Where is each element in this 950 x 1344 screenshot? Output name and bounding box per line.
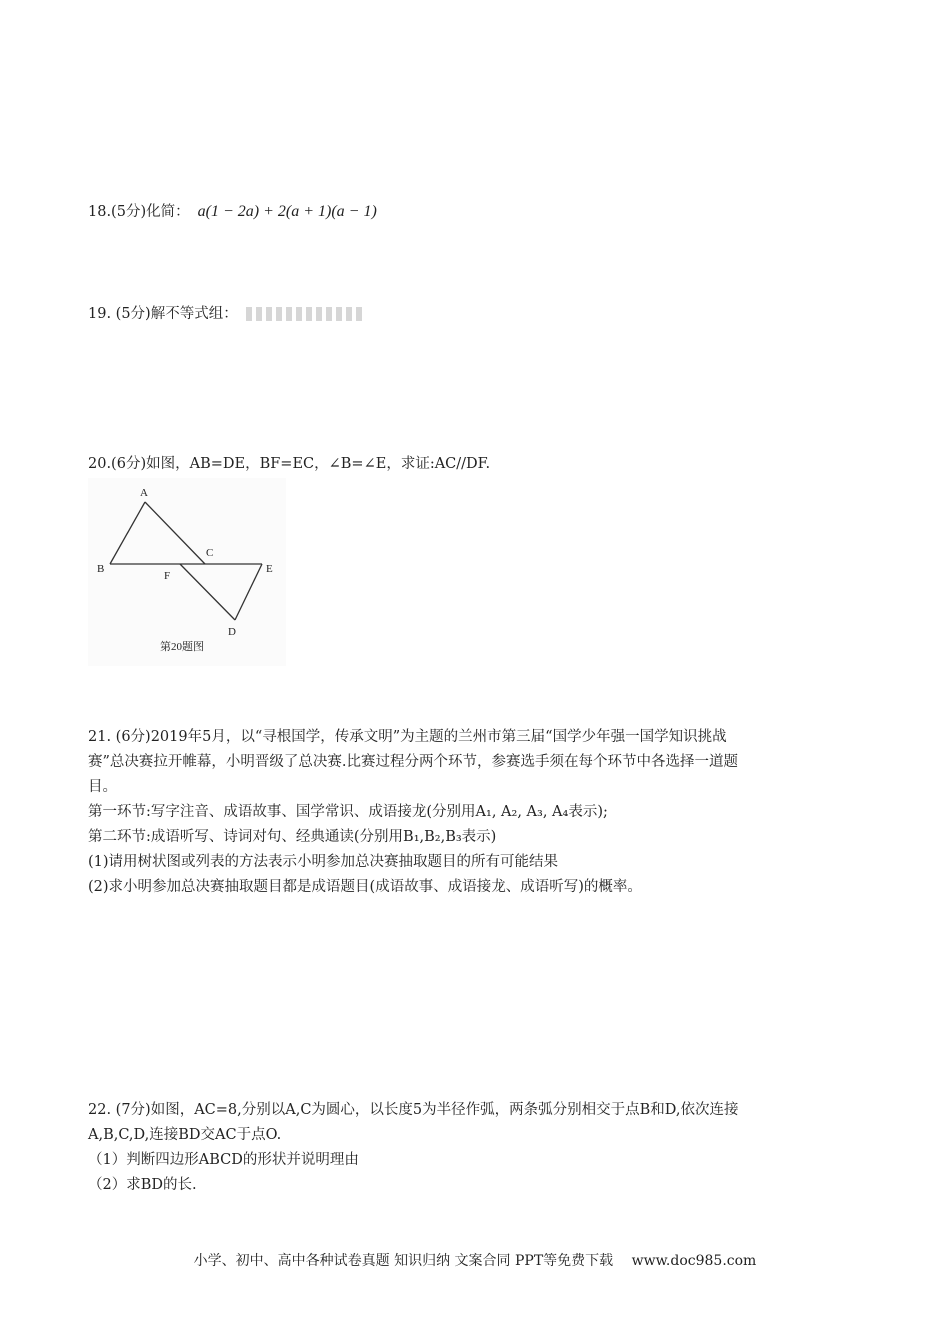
q21-line: 21. (6分)2019年5月，以“寻根国学，传承文明”为主题的兰州市第三届“国学少年强一国学知识挑战	[88, 729, 727, 745]
q21-line: (2)求小明参加总决赛抽取题目都是成语题目(成语故事、成语接龙、成语听写)的概率。	[88, 879, 642, 895]
question-20: 20.(6分)如图，AB=DE，BF=EC，∠B=∠E，求证:AC//DF.	[88, 456, 491, 472]
q18-expression: a(1 − 2a) + 2(a + 1)(a − 1)	[197, 203, 377, 220]
q21-line: 赛”总决赛拉开帷幕，小明晋级了总决赛.比赛过程分两个环节，参赛选手须在每个环节中各选择一道题	[88, 754, 739, 770]
label-d: D	[228, 626, 236, 638]
label-f: F	[164, 570, 171, 582]
footer: 小学、初中、高中各种试卷真题 知识归纳 文案合同 PPT等免费下载 www.doc985.com	[193, 1253, 757, 1269]
label-e: E	[266, 563, 273, 575]
q22-line: （2）求BD的长.	[88, 1177, 197, 1193]
q21-line: 目。	[88, 779, 117, 795]
label-a: A	[140, 487, 148, 499]
q18-text: 18.(5分)化简：	[88, 204, 190, 220]
q19-text: 19. (5分)解不等式组：	[88, 306, 238, 322]
question-18	[88, 200, 377, 221]
question-19	[88, 302, 366, 323]
figure-caption: 第20题图	[160, 641, 204, 653]
label-b: B	[97, 563, 105, 575]
figure-20	[88, 478, 286, 666]
label-c: C	[206, 547, 214, 559]
q21-line: 第一环节:写字注音、成语故事、国学常识、成语接龙(分别用A₁, A₂, A₃, A₄表示);	[88, 804, 608, 820]
q21-line: (1)请用树状图或列表的方法表示小明参加总决赛抽取题目的所有可能结果	[88, 854, 559, 870]
q22-line: （1）判断四边形ABCD的形状并说明理由	[88, 1152, 359, 1168]
inequality-system-image	[246, 307, 366, 321]
q21-line: 第二环节:成语听写、诗词对句、经典通读(分别用B₁,B₂,B₃表示)	[88, 829, 497, 845]
q22-line: A,B,C,D,连接BD交AC于点O.	[88, 1127, 282, 1143]
q22-line: 22. (7分)如图，AC=8,分别以A,C为圆心，以长度5为半径作弧，两条弧分别相交于点B和D,依次连接	[88, 1102, 739, 1118]
